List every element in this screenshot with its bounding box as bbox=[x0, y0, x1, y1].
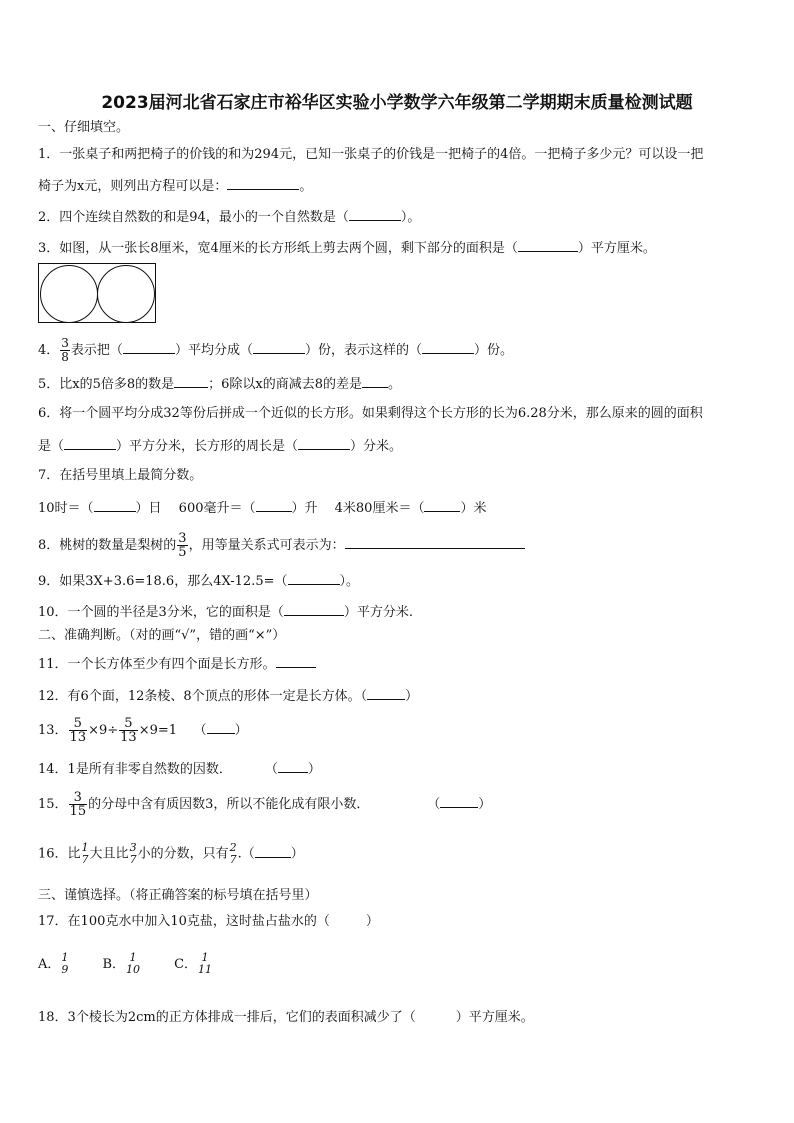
fraction-denominator: 7 bbox=[81, 853, 89, 866]
question-10-end: ）平方分米. bbox=[343, 605, 413, 620]
answer-blank[interactable] bbox=[207, 720, 235, 734]
fraction-denominator: 13 bbox=[120, 730, 137, 745]
answer-blank[interactable] bbox=[94, 498, 136, 512]
answer-blank[interactable] bbox=[440, 794, 478, 808]
question-9-text: 9．如果3X+3.6=18.6，那么4X-12.5=（ bbox=[38, 574, 288, 589]
question-8-text: 8．桃树的数量是梨树的 bbox=[38, 538, 177, 553]
question-5-text-2: ；6除以x的商减去8的差是 bbox=[208, 377, 363, 392]
question-8 bbox=[38, 532, 525, 559]
fraction bbox=[177, 532, 187, 559]
question-4-number: 4． bbox=[38, 343, 60, 358]
question-6-text: 是（ bbox=[38, 439, 65, 454]
bracket-open: .（ bbox=[237, 846, 255, 862]
answer-blank[interactable] bbox=[288, 571, 340, 585]
question-17-options bbox=[38, 952, 213, 976]
question-18 bbox=[38, 1009, 534, 1027]
section-heading-2: 二、准确判断。（对的画“√”，错的画“×”） bbox=[38, 628, 286, 643]
question-5-end: 。 bbox=[388, 377, 402, 392]
fraction-numerator: 5 bbox=[124, 716, 133, 731]
operator-text: ×9=1 bbox=[138, 723, 178, 738]
option-c[interactable] bbox=[174, 951, 213, 976]
question-2-end: ）。 bbox=[400, 210, 421, 225]
option-b[interactable] bbox=[102, 951, 141, 976]
answer-blank[interactable] bbox=[367, 686, 405, 700]
fraction bbox=[230, 842, 237, 866]
question-1-line-1: 1．一张桌子和两把椅子的价钱的和为294元，已知一张桌子的价钱是一把椅子的4倍。一把椅子多少元？可以设一把 bbox=[38, 147, 704, 162]
option-label: B． bbox=[102, 956, 126, 972]
question-7-text: 10时＝（ bbox=[38, 501, 94, 516]
question-1-end: 。 bbox=[299, 179, 313, 194]
answer-blank[interactable] bbox=[227, 176, 299, 190]
question-7-text-3: ）升 4米80厘米＝（ bbox=[291, 501, 425, 516]
question-7-line-1: 7．在括号里填上最简分数。 bbox=[38, 468, 203, 483]
question-4-text: 表示把（ bbox=[70, 343, 123, 358]
question-3-text: 3．如图，从一张长8厘米，宽4厘米的长方形纸上剪去两个圆，剩下部分的面积是（ bbox=[38, 241, 518, 256]
bracket-open: （ bbox=[427, 797, 441, 812]
fraction-numerator: 1 bbox=[61, 951, 69, 964]
question-6-line-2 bbox=[38, 436, 402, 456]
answer-blank[interactable] bbox=[284, 602, 344, 616]
question-7-line-2 bbox=[38, 498, 486, 518]
fraction-numerator: 3 bbox=[178, 531, 187, 546]
fraction-denominator: 13 bbox=[69, 730, 87, 745]
question-10-text: 10．一个圆的半径是3分米，它的面积是（ bbox=[38, 605, 284, 620]
answer-blank[interactable] bbox=[256, 498, 292, 512]
fraction-denominator: 15 bbox=[69, 804, 87, 819]
fraction-denominator: 5 bbox=[178, 545, 187, 560]
fraction-numerator: 3 bbox=[73, 790, 82, 805]
answer-blank[interactable] bbox=[123, 340, 175, 354]
section-heading-1: 一、仔细填空。 bbox=[38, 120, 130, 135]
answer-blank[interactable] bbox=[278, 759, 308, 773]
question-3 bbox=[38, 238, 656, 258]
question-1-text: 椅子为x元，则列出方程可以是： bbox=[38, 179, 228, 194]
option-label: C． bbox=[174, 956, 198, 972]
question-14-text: 14．1是所有非零自然数的因数． bbox=[38, 762, 232, 777]
question-6-end: ）分米。 bbox=[350, 439, 403, 454]
question-11-text: 11．一个长方体至少有四个面是长方形。 bbox=[38, 657, 276, 672]
bracket-close: ） bbox=[478, 797, 492, 812]
fraction bbox=[60, 337, 70, 364]
fraction bbox=[130, 842, 137, 866]
fraction-denominator: 10 bbox=[126, 963, 141, 976]
question-13-number: 13． bbox=[38, 723, 68, 738]
fraction-numerator: 1 bbox=[201, 951, 209, 964]
question-15 bbox=[38, 791, 491, 818]
question-16 bbox=[38, 842, 304, 866]
fraction-denominator: 9 bbox=[61, 963, 69, 976]
question-4-text-2: ）平均分成（ bbox=[174, 343, 253, 358]
fraction-numerator: 1 bbox=[129, 951, 137, 964]
question-6-line-1: 6．将一个圆平均分成32等份后拼成一个近似的长方形。如果剩得这个长方形的长为6.28分米，那么原来的圆的面积 bbox=[38, 406, 703, 421]
answer-blank[interactable] bbox=[422, 340, 474, 354]
question-18-end: ）平方厘米。 bbox=[455, 1010, 534, 1025]
section-heading-3: 三、谨慎选择。（将正确答案的标号填在括号里） bbox=[38, 888, 318, 903]
fraction bbox=[126, 952, 140, 976]
fraction bbox=[82, 842, 89, 866]
question-17-text: 17．在100克水中加入10克盐，这时盐占盐水的（ bbox=[38, 914, 330, 929]
fraction bbox=[61, 952, 68, 976]
answer-blank[interactable] bbox=[518, 238, 578, 252]
fraction bbox=[69, 791, 88, 818]
answer-blank[interactable] bbox=[253, 340, 305, 354]
question-2 bbox=[38, 207, 420, 227]
circle-shape bbox=[40, 265, 98, 323]
fraction-denominator: 11 bbox=[198, 963, 213, 976]
question-5 bbox=[38, 374, 401, 394]
fraction-numerator: 3 bbox=[61, 336, 69, 350]
bracket-open: （ bbox=[193, 723, 207, 738]
fraction bbox=[119, 717, 138, 744]
question-18-text: 18．3个棱长为2cm的正方体排成一排后，它们的表面积减少了（ bbox=[38, 1010, 416, 1025]
question-6-text-2: ）平方分米，长方形的周长是（ bbox=[116, 439, 299, 454]
option-label: A． bbox=[38, 956, 61, 972]
operator-text: ×9÷ bbox=[88, 723, 119, 738]
fraction bbox=[198, 952, 212, 976]
question-3-end: ）平方厘米。 bbox=[577, 241, 656, 256]
fraction-numerator: 1 bbox=[81, 841, 89, 854]
question-16-text-3: 小的分数，只有 bbox=[137, 846, 229, 862]
question-15-number: 15． bbox=[38, 797, 68, 812]
answer-blank[interactable] bbox=[345, 535, 525, 549]
question-10 bbox=[38, 602, 413, 622]
fraction-denominator: 7 bbox=[129, 853, 137, 866]
question-12-end: ） bbox=[405, 689, 419, 704]
bracket-open: （ bbox=[264, 762, 278, 777]
fraction-numerator: 5 bbox=[73, 716, 82, 731]
fraction-denominator: 8 bbox=[61, 350, 69, 364]
question-5-text: 5．比x的5倍多8的数是 bbox=[38, 377, 175, 392]
question-14 bbox=[38, 759, 321, 779]
question-4-end: ）份。 bbox=[473, 343, 513, 358]
question-9-end: ）。 bbox=[339, 574, 360, 589]
option-a[interactable] bbox=[38, 951, 69, 976]
question-9 bbox=[38, 571, 359, 591]
bracket-close: ） bbox=[307, 762, 321, 777]
fraction-numerator: 2 bbox=[229, 841, 237, 854]
question-15-text: 的分母中含有质因数3，所以不能化成有限小数． bbox=[88, 797, 370, 812]
fraction-numerator: 3 bbox=[129, 841, 137, 854]
bracket-close: ） bbox=[234, 723, 248, 738]
answer-blank[interactable] bbox=[298, 436, 350, 450]
question-16-text: 16．比 bbox=[38, 846, 81, 862]
bracket-close: ） bbox=[365, 914, 379, 929]
bracket-close: ） bbox=[290, 846, 304, 862]
question-8-text-2: ，用等量关系式可表示为： bbox=[188, 538, 345, 553]
answer-blank[interactable] bbox=[64, 436, 116, 450]
question-11 bbox=[38, 654, 316, 674]
fraction bbox=[69, 717, 88, 744]
answer-blank[interactable] bbox=[362, 374, 388, 388]
answer-blank[interactable] bbox=[424, 498, 460, 512]
question-2-text: 2．四个连续自然数的和是94，最小的一个自然数是（ bbox=[38, 210, 349, 225]
answer-blank[interactable] bbox=[174, 374, 208, 388]
question-12-text: 12．有6个面，12条棱、8个顶点的形体一定是长方体。（ bbox=[38, 689, 368, 704]
question-7-end: ）米 bbox=[460, 501, 487, 516]
rectangle-two-circles-figure bbox=[38, 263, 156, 323]
answer-blank[interactable] bbox=[276, 654, 316, 668]
question-12 bbox=[38, 686, 418, 706]
question-17 bbox=[38, 913, 379, 931]
question-7-text-2: ）日 600毫升＝（ bbox=[135, 501, 256, 516]
question-4 bbox=[38, 337, 513, 364]
circle-shape bbox=[97, 265, 155, 323]
question-1-line-2 bbox=[38, 176, 312, 196]
question-16-text-2: 大且比 bbox=[89, 846, 129, 862]
answer-blank[interactable] bbox=[255, 844, 291, 858]
answer-blank[interactable] bbox=[349, 207, 401, 221]
page-title: 2023届河北省石家庄市裕华区实验小学数学六年级第二学期期末质量检测试题 bbox=[101, 93, 693, 113]
question-4-text-3: ）份，表示这样的（ bbox=[304, 343, 422, 358]
fraction-denominator: 7 bbox=[229, 853, 237, 866]
question-13 bbox=[38, 717, 248, 744]
